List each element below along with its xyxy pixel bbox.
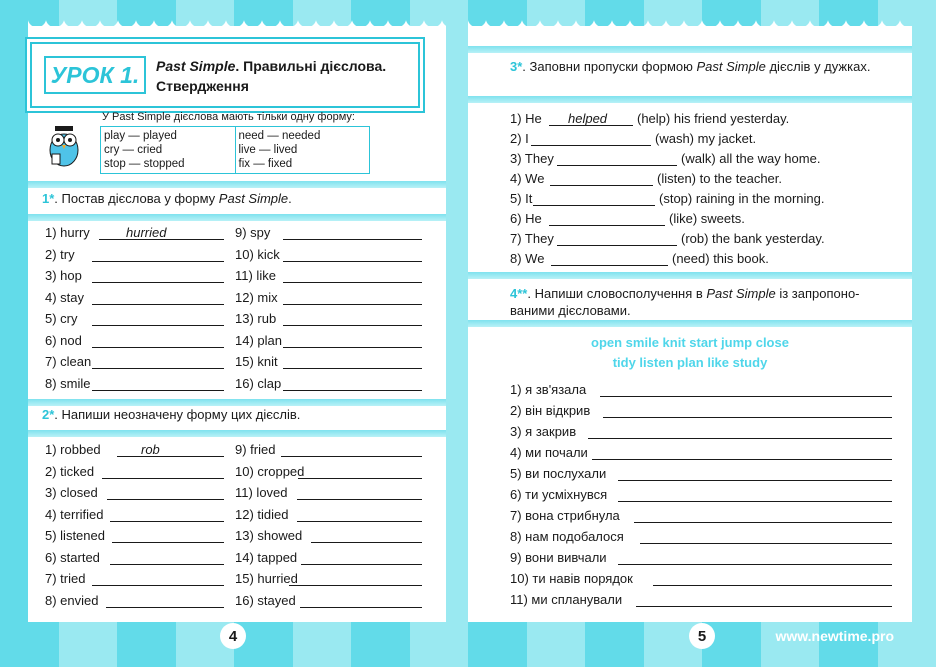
answer-line[interactable] [600,384,892,397]
task2-item: 1) robbed [45,442,101,457]
answer-line[interactable] [551,253,668,266]
answer-line[interactable] [618,552,892,565]
task2-item: 16) stayed [235,592,296,608]
website-url: www.newtime.pro [775,628,894,644]
answer-line[interactable] [592,447,892,460]
answer-line[interactable] [297,487,422,500]
task3-item-end: (wash) my jacket. [655,131,757,146]
verb-col-left: play — played cry — cried stop — stopped [104,130,185,170]
task2-item: 7) tried [45,571,86,586]
task2-item: 15) hurried [235,571,298,586]
section-divider [28,399,446,406]
task1-item: 7) clean [45,354,92,369]
section-divider [28,181,446,188]
task2-item: 14) tapped [235,549,298,565]
task2-heading: 2*. Напиши неозначену форму цих дієслів. [42,407,301,422]
answer-line[interactable] [283,378,422,391]
section-divider [28,214,446,221]
task1-example-answer: hurried [126,225,167,240]
task1-item: 11) like [235,268,276,283]
page-number-left: 4 [220,623,246,649]
answer-line[interactable] [640,531,892,544]
answer-line[interactable] [110,509,224,522]
task4-item: 10) ти навів порядок [510,571,633,586]
task4-item: 3) я закрив [510,424,577,439]
answer-line[interactable] [549,213,665,226]
task4-item: 1) я зв'язала [510,382,587,397]
task3-item-end: (rob) the bank yesterday. [681,231,825,246]
task3-item-start: 1) He [510,111,542,126]
task3-item-start: 5) It [510,191,533,206]
answer-line[interactable] [283,270,422,283]
answer-line[interactable] [112,530,224,543]
task1-item: 2) try [45,246,75,262]
answer-line[interactable] [298,466,422,479]
task1-item: 8) smile [45,375,91,391]
task2-item: 4) terrified [45,506,104,522]
answer-line[interactable] [92,313,224,326]
task3-item-end: (listen) to the teacher. [657,171,783,186]
task1-item: 6) nod [45,332,82,348]
task3-item-end: (help) his friend yesterday. [637,111,790,126]
answer-line[interactable] [281,444,422,457]
task1-heading: 1*. Постав дієслова у форму Past Simple. [42,191,292,206]
task3-item-start: 3) They [510,151,554,166]
task2-item: 8) envied [45,592,99,608]
answer-line[interactable] [283,313,422,326]
task1-item: 16) clap [235,375,282,391]
task1-item: 12) mix [235,289,278,305]
task2-example-answer: rob [141,442,160,457]
task4-item: 11) ми спланували [510,592,623,607]
task2-item: 6) started [45,549,100,565]
task2-item: 5) listened [45,528,105,543]
task4-item: 7) вона стрибнула [510,508,620,523]
answer-line[interactable] [634,510,892,523]
answer-line[interactable] [283,292,422,305]
task3-heading: 3*. Заповни пропуски формою Past Simple дієслів у дужках. [510,59,871,74]
task2-item: 3) closed [45,485,98,500]
answer-line[interactable] [557,153,677,166]
answer-line[interactable] [107,487,224,500]
task3-item-end: (like) sweets. [669,211,745,226]
answer-line[interactable] [603,405,892,418]
page-number-right: 5 [689,623,715,649]
section-divider [468,46,912,53]
answer-line[interactable] [618,468,892,481]
section-divider [468,320,912,327]
answer-line[interactable] [557,233,677,246]
answer-line[interactable] [92,573,224,586]
task2-item: 12) tidied [235,506,289,522]
task4-item: 9) вони вивчали [510,550,607,565]
answer-line[interactable] [531,133,651,146]
answer-line[interactable] [283,356,422,369]
word-bank-row2: tidy listen plan like study [612,355,768,370]
answer-line[interactable] [297,509,422,522]
task3-item-end: (walk) all the way home. [681,151,821,166]
task1-item: 9) spy [235,225,271,240]
task4-item: 8) нам подобалося [510,529,624,544]
task1-item: 14) plan [235,332,282,348]
answer-line[interactable] [588,426,892,439]
answer-line[interactable] [92,378,224,391]
answer-line[interactable] [92,356,224,369]
answer-line[interactable] [311,530,422,543]
answer-line[interactable] [550,173,653,186]
answer-line[interactable] [653,573,892,586]
task4-heading: 4**. Напиши словосполучення в Past Simple із запропоно- ваними дієсловами. [510,286,860,318]
task1-item: 5) cry [45,311,78,326]
answer-line[interactable] [533,193,655,206]
answer-line[interactable] [283,227,422,240]
answer-line[interactable] [117,444,224,457]
task4-item: 5) ви послухали [510,466,607,481]
task3-item-start: 6) He [510,211,542,226]
task4-item: 2) він відкрив [510,403,591,418]
lesson-label: УРОК 1. [44,56,146,94]
answer-line[interactable] [110,552,224,565]
answer-line[interactable] [618,489,892,502]
answer-line[interactable] [92,335,224,348]
answer-line[interactable] [92,292,224,305]
task1-item: 3) hop [45,268,82,283]
word-bank-row1: open smile knit start jump close [591,335,789,350]
owl-mascot-icon [38,118,90,170]
task3-item-start: 7) They [510,231,554,246]
task3-item-start: 2) I [510,131,529,146]
section-divider [468,96,912,103]
answer-line[interactable] [283,335,422,348]
task2-item: 11) loved [235,485,288,500]
task4-item: 6) ти усміхнувся [510,487,608,502]
answer-line[interactable] [102,466,224,479]
answer-line[interactable] [92,270,224,283]
task1-item: 1) hurry [45,225,90,240]
task1-item: 4) stay [45,289,85,305]
task1-item: 15) knit [235,354,278,369]
verb-examples-table [100,126,370,174]
verb-col-right: need — needed live — lived fix — fixed [235,127,370,173]
task1-item: 13) rub [235,311,277,326]
section-divider [28,430,446,437]
answer-line[interactable] [636,594,892,607]
task3-item-start: 8) We [510,251,545,266]
lesson-header [30,42,420,108]
answer-line[interactable] [283,249,422,262]
task2-item: 13) showed [235,528,303,543]
task2-item: 10) cropped [235,463,305,479]
rule-intro: У Past Simple дієслова мають тільки одну форму: [102,111,355,123]
answer-line[interactable] [92,249,224,262]
answer-line[interactable] [289,573,422,586]
lesson-title: Past Simple. Правильні дієслова. Ствердження [156,58,387,94]
section-divider [468,272,912,279]
task3-item-start: 4) We [510,171,545,186]
answer-line[interactable] [301,552,422,565]
task4-item: 4) ми почали [510,445,588,460]
task2-item: 9) fried [235,442,276,457]
answer-line[interactable] [106,595,224,608]
task1-item: 10) kick [235,246,280,262]
task3-item-end: (need) this book. [672,251,769,266]
task2-item: 2) ticked [45,463,95,479]
task3-item-end: (stop) raining in the morning. [659,191,825,206]
answer-line[interactable] [300,595,422,608]
task3-example-answer: helped [568,111,608,126]
